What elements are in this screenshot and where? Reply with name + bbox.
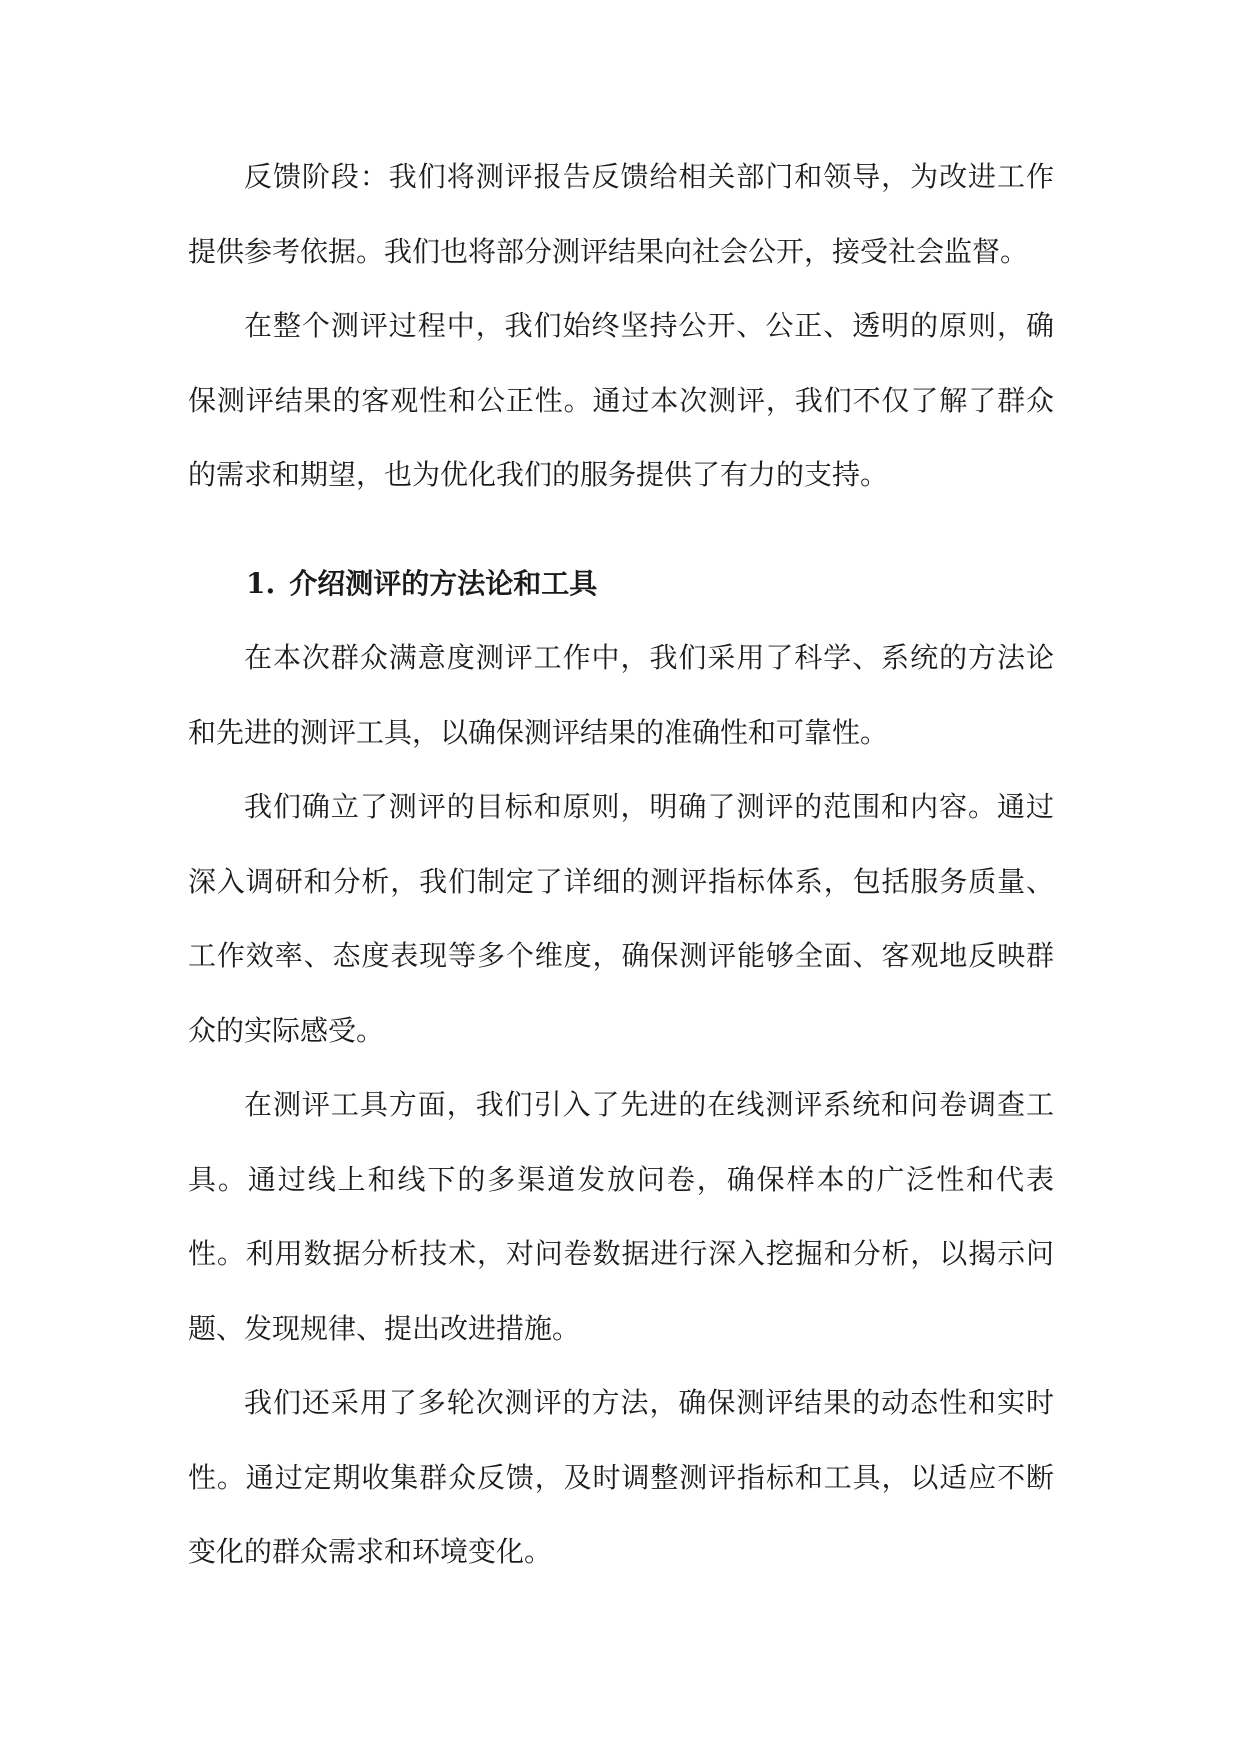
paragraph-tools: 在测评工具方面，我们引入了先进的在线测评系统和问卷调查工具。通过线上和线下的多渠道发放问卷，确保样本的广泛性和代表性。利用数据分析技术，对问卷数据进行深入挖掘和分析，以揭示问题、发现规律、提出改进措施。 xyxy=(188,1088,1054,1345)
paragraph-multi-round: 我们还采用了多轮次测评的方法，确保测评结果的动态性和实时性。通过定期收集群众反馈，及时调整测评指标和工具，以适应不断变化的群众需求和环境变化。 xyxy=(188,1386,1054,1568)
paragraph-methodology-intro: 在本次群众满意度测评工作中，我们采用了科学、系统的方法论和先进的测评工具，以确保测评结果的准确性和可靠性。 xyxy=(188,641,1054,749)
section-heading xyxy=(188,547,1054,622)
paragraph-principles: 在整个测评过程中，我们始终坚持公开、公正、透明的原则，确保测评结果的客观性和公正性。通过本次测评，我们不仅了解了群众的需求和期望，也为优化我们的服务提供了有力的支持。 xyxy=(188,309,1054,491)
document-body xyxy=(188,140,1054,1590)
section-number: 1. xyxy=(246,566,276,600)
section-title: 介绍测评的方法论和工具 xyxy=(289,566,598,600)
paragraph-indicator-system: 我们确立了测评的目标和原则，明确了测评的范围和内容。通过深入调研和分析，我们制定了详细的测评指标体系，包括服务质量、工作效率、态度表现等多个维度，确保测评能够全面、客观地反映群众的实际感受。 xyxy=(188,790,1054,1047)
paragraph-feedback-stage: 反馈阶段：我们将测评报告反馈给相关部门和领导，为改进工作提供参考依据。我们也将部分测评结果向社会公开，接受社会监督。 xyxy=(188,160,1054,268)
